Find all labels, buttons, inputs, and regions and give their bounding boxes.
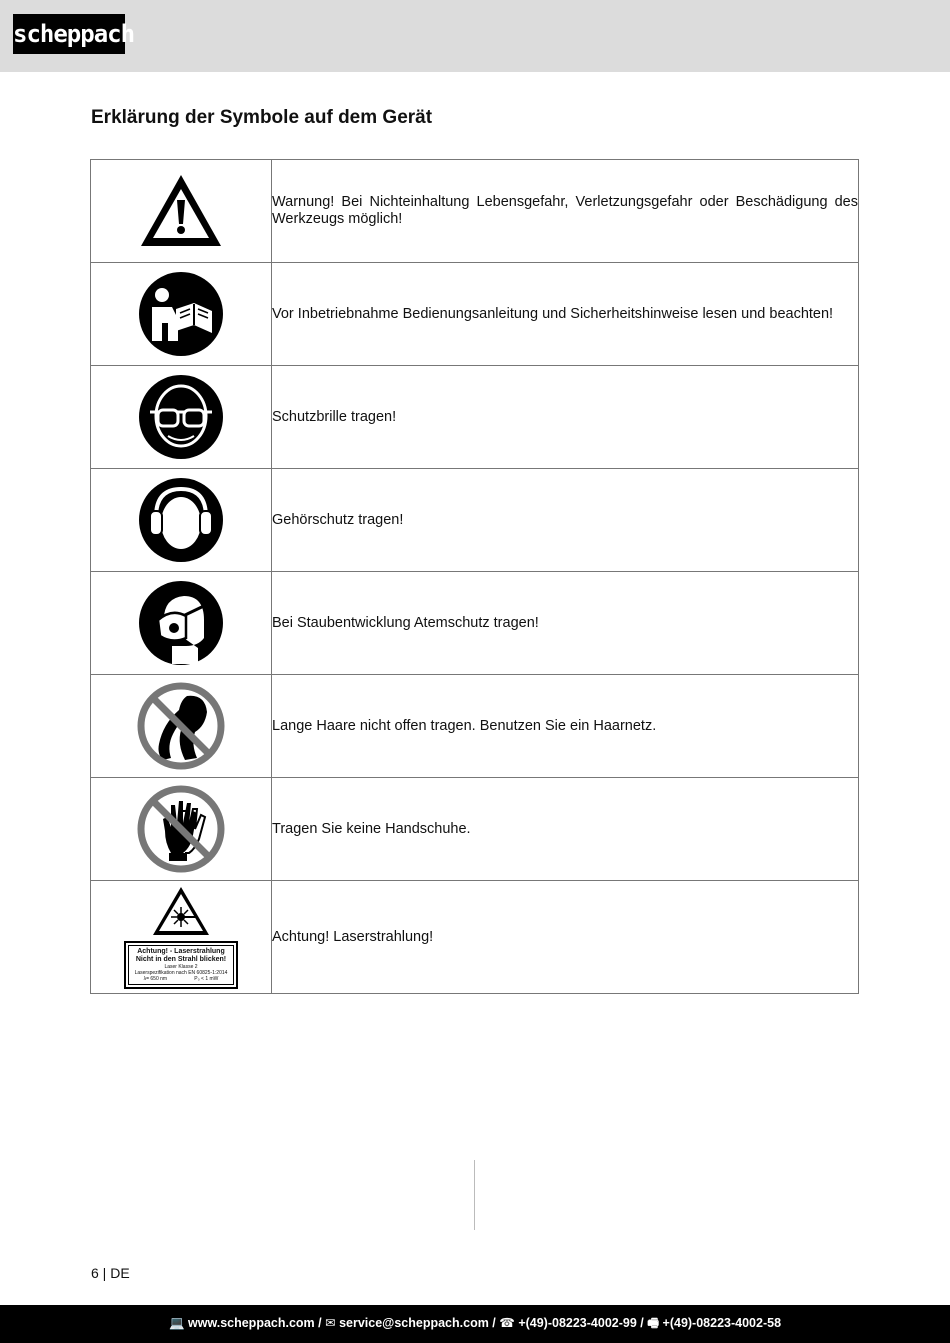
- symbol-description: Tragen Sie keine Handschuhe.: [272, 778, 859, 881]
- symbol-description: Gehörschutz tragen!: [272, 469, 859, 572]
- ear-protection-icon: [91, 477, 271, 563]
- symbol-description: Vor Inbetriebnahme Bedienungsanleitung und Sicherheitshinweise lesen und beachten!: [272, 263, 859, 366]
- read-manual-icon: [91, 271, 271, 357]
- table-row: [91, 263, 859, 366]
- footer-separator: /: [314, 1316, 326, 1330]
- footer-website[interactable]: www.scheppach.com: [188, 1316, 315, 1330]
- table-row: [91, 675, 859, 778]
- footer-phone: +(49)-08223-4002-99: [518, 1316, 637, 1330]
- page-number: 6 | DE: [91, 1265, 130, 1281]
- safety-goggles-icon: [91, 374, 271, 460]
- fax-icon: 🖷: [647, 1316, 660, 1330]
- phone-icon: ☎: [499, 1316, 515, 1330]
- table-row: [91, 778, 859, 881]
- table-row: [91, 469, 859, 572]
- footer-separator: /: [636, 1316, 648, 1330]
- vertical-divider: [474, 1160, 475, 1230]
- laser-label-line: Laserspezifikation nach EN 60825-1:2014: [134, 970, 228, 976]
- footer-separator: /: [488, 1316, 500, 1330]
- no-long-hair-icon: [91, 680, 271, 772]
- symbol-description: Lange Haare nicht offen tragen. Benutzen Sie ein Haarnetz.: [272, 675, 859, 778]
- symbols-table: [90, 159, 859, 994]
- symbol-description: Warnung! Bei Nichteinhaltung Lebensgefahr, Verletzungsgefahr oder Beschädigung des Werkzeugs möglich!: [272, 160, 859, 263]
- table-row: [91, 572, 859, 675]
- symbol-description: Achtung! Laserstrahlung!: [272, 881, 859, 994]
- warning-triangle-icon: [91, 172, 271, 250]
- footer-fax: +(49)-08223-4002-58: [662, 1316, 782, 1330]
- symbol-description: Schutzbrille tragen!: [272, 366, 859, 469]
- table-row: [91, 366, 859, 469]
- header-band: [0, 0, 950, 72]
- mail-icon: ✉: [325, 1316, 336, 1330]
- footer-email[interactable]: service@scheppach.com: [339, 1316, 489, 1330]
- symbol-description: Bei Staubentwicklung Atemschutz tragen!: [272, 572, 859, 675]
- laser-wavelength: λ= 650 nm: [143, 976, 168, 982]
- laser-label-line: Nicht in den Strahl blicken!: [135, 956, 227, 963]
- laser-class-label: [124, 941, 238, 989]
- scheppach-logo: scheppach: [13, 14, 125, 54]
- no-gloves-icon: [91, 783, 271, 875]
- footer-contact-bar: [0, 1305, 950, 1343]
- laser-label-line: Achtung! - Laserstrahlung: [137, 948, 225, 955]
- table-row: [91, 160, 859, 263]
- monitor-icon: 💻: [168, 1316, 185, 1330]
- table-row: [91, 881, 859, 994]
- laser-warning-icon: [91, 885, 271, 937]
- respirator-icon: [91, 580, 271, 666]
- page-title: Erklärung der Symbole auf dem Gerät: [91, 107, 433, 128]
- laser-label-line: Laser Klasse 2: [164, 964, 198, 970]
- laser-power: P₀ < 1 mW: [194, 976, 219, 982]
